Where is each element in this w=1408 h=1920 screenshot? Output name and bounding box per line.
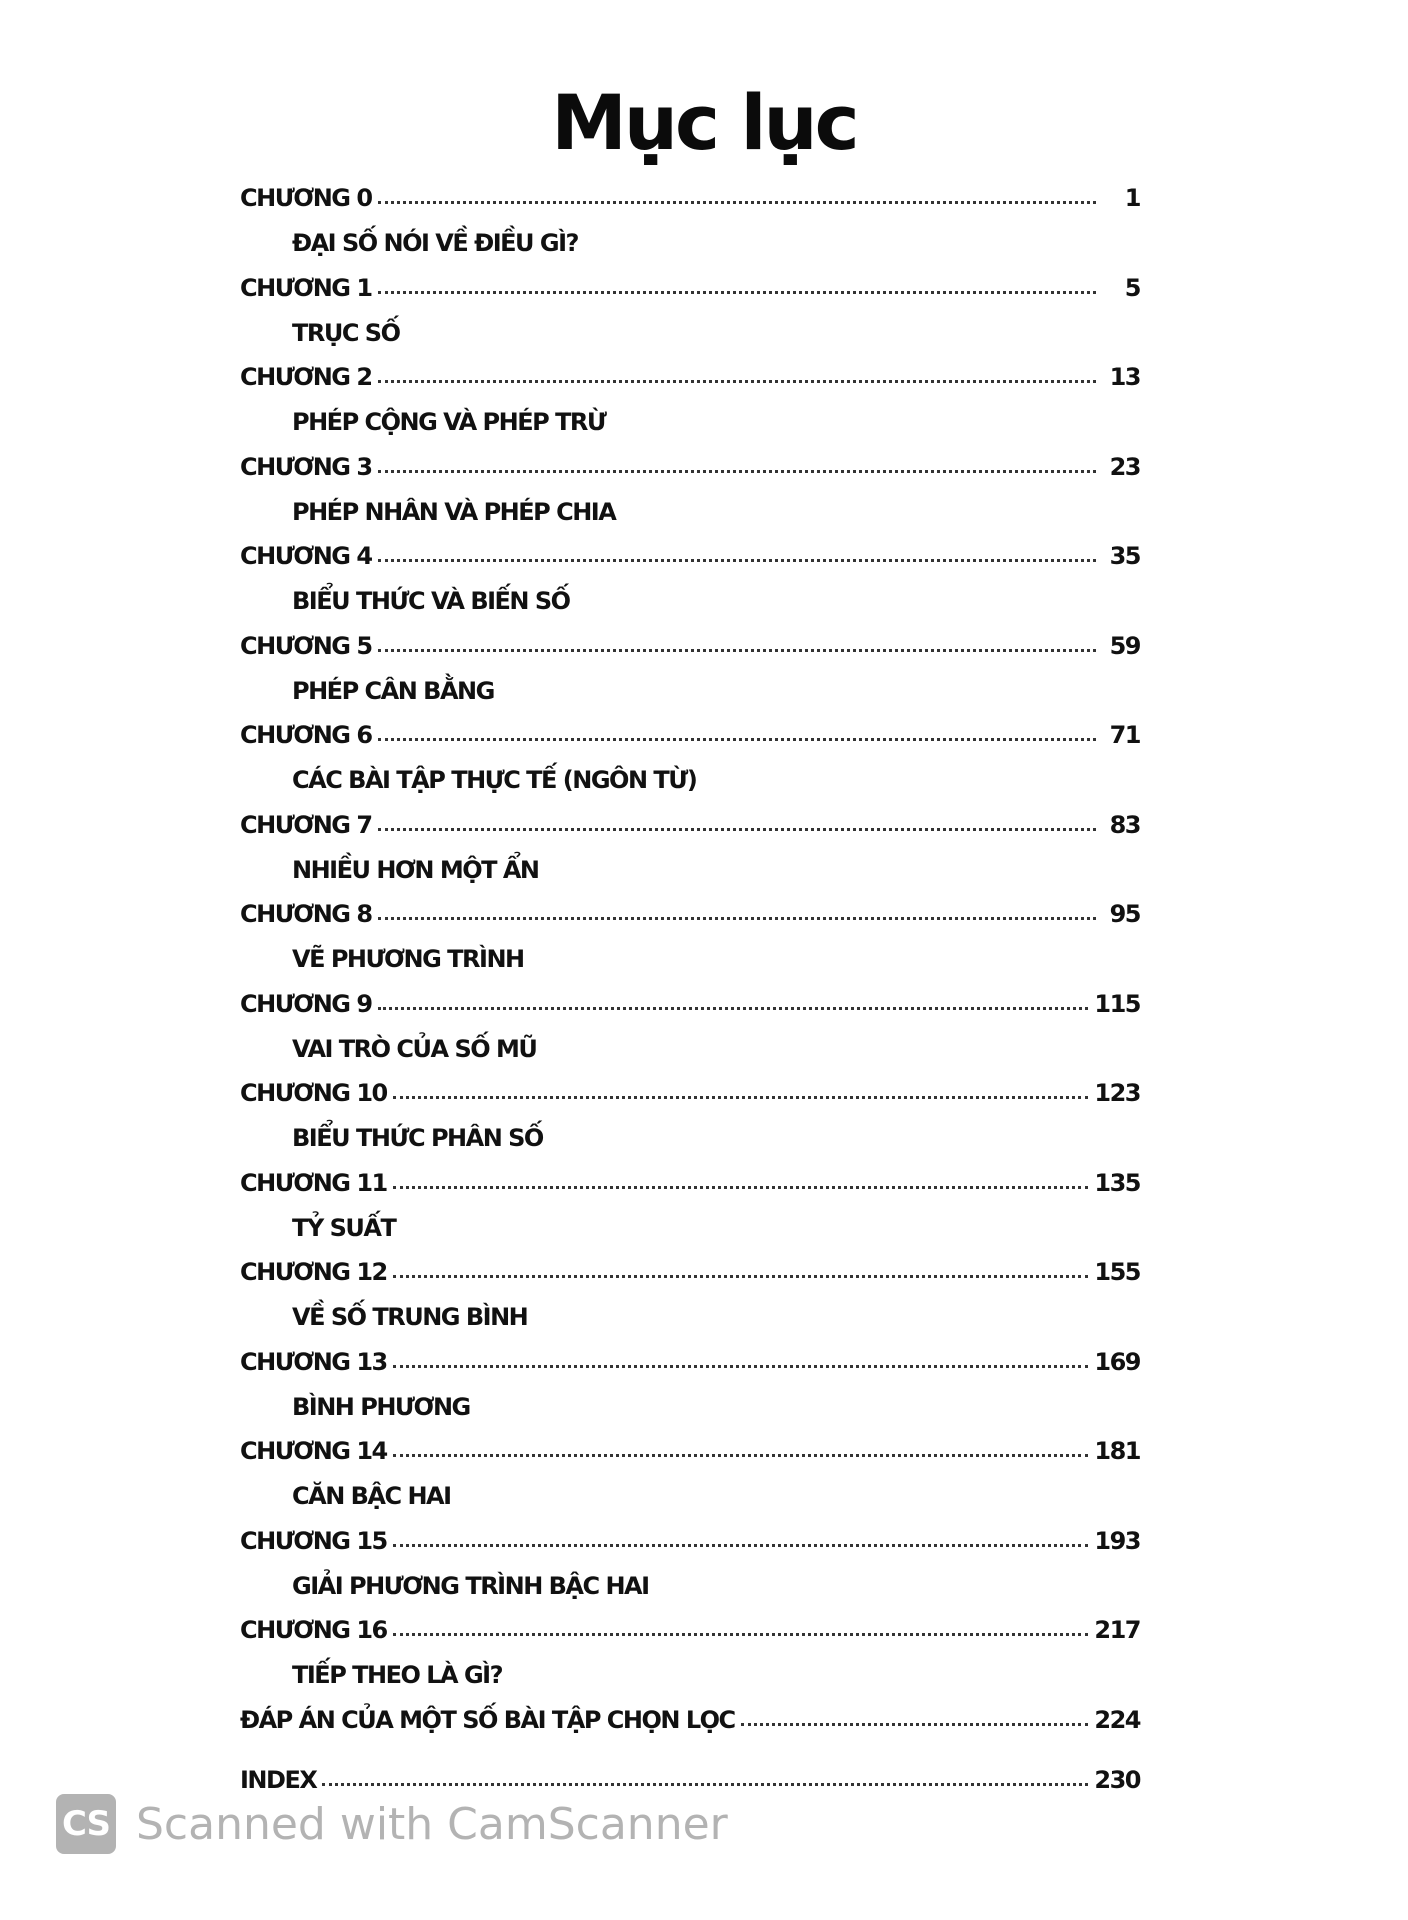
toc-entry <box>240 363 1140 453</box>
toc-entry-subtitle: PHÉP CỘNG VÀ PHÉP TRỪ <box>292 408 606 436</box>
dot-leader <box>393 1273 1089 1278</box>
toc-entry-line <box>240 1437 1140 1477</box>
dot-leader <box>393 1094 1089 1099</box>
toc-entry-label: CHƯƠNG 14 <box>240 1437 387 1465</box>
toc-entry-subtitle: CÁC BÀI TẬP THỰC TẾ (NGÔN TỪ) <box>292 766 697 794</box>
toc-entry-label: CHƯƠNG 4 <box>240 542 372 570</box>
toc-entry-line <box>240 1079 1140 1119</box>
toc-entry-page-number: 1 <box>1124 184 1140 212</box>
toc-entry-page-number: 169 <box>1094 1347 1140 1376</box>
dot-leader <box>393 1542 1089 1547</box>
toc-entry-page-number: 135 <box>1094 1168 1140 1197</box>
toc-entry-subtitle: VẼ PHƯƠNG TRÌNH <box>292 945 524 973</box>
dot-leader <box>378 557 1096 562</box>
dot-leader <box>378 736 1096 741</box>
toc-entry-label: CHƯƠNG 6 <box>240 721 372 749</box>
toc-entry <box>240 811 1140 901</box>
toc-entry-label: CHƯƠNG 15 <box>240 1526 387 1555</box>
toc-entry-label: CHƯƠNG 2 <box>240 363 372 391</box>
page-title: Mục lục <box>551 78 857 167</box>
toc-entry-label: CHƯƠNG 9 <box>240 989 372 1018</box>
dot-leader <box>378 826 1096 831</box>
toc-entry-label: CHƯƠNG 11 <box>240 1168 387 1197</box>
toc-entry-page-number: 155 <box>1094 1258 1140 1286</box>
toc-entry-line <box>240 363 1140 403</box>
toc-entry <box>240 1616 1140 1706</box>
toc-entry-page-number: 23 <box>1109 452 1140 481</box>
toc-entry <box>240 1169 1140 1259</box>
toc-entry-label: CHƯƠNG 0 <box>240 184 372 212</box>
toc-entry-line <box>240 1348 1140 1388</box>
dot-leader <box>378 915 1096 920</box>
camscanner-watermark <box>56 1792 728 1856</box>
toc-entry <box>240 1437 1140 1527</box>
dot-leader <box>378 647 1096 652</box>
toc-entry <box>240 990 1140 1080</box>
toc-entry-line <box>240 900 1140 940</box>
watermark-text: Scanned with CamScanner <box>136 1798 728 1850</box>
toc-entry-label: CHƯƠNG 5 <box>240 631 372 660</box>
toc-entry <box>240 1706 1140 1766</box>
toc-entry-subtitle: BIỂU THỨC PHÂN SỐ <box>292 1124 543 1152</box>
dot-leader <box>393 1631 1089 1636</box>
toc-entry-label: CHƯƠNG 1 <box>240 273 372 302</box>
toc-entry-page-number: 115 <box>1094 989 1140 1018</box>
toc-entry-subtitle: CĂN BẬC HAI <box>292 1482 451 1510</box>
toc-entry-line <box>240 184 1140 224</box>
toc-entry <box>240 542 1140 632</box>
toc-entry-subtitle: VỀ SỐ TRUNG BÌNH <box>292 1303 528 1331</box>
toc-entry-page-number: 230 <box>1094 1765 1140 1794</box>
toc-entry-label: CHƯƠNG 8 <box>240 900 372 928</box>
toc-entry-page-number: 83 <box>1109 810 1140 839</box>
toc-entry-subtitle: GIẢI PHƯƠNG TRÌNH BẬC HAI <box>292 1571 649 1600</box>
toc-entry-line <box>240 1616 1140 1656</box>
toc-entry-line <box>240 274 1140 314</box>
toc-entry <box>240 184 1140 274</box>
toc-entry-label: INDEX <box>240 1765 317 1794</box>
toc-entry-subtitle: PHÉP NHÂN VÀ PHÉP CHIA <box>292 497 616 526</box>
toc-entry <box>240 1258 1140 1348</box>
toc-entry-label: CHƯƠNG 10 <box>240 1079 387 1107</box>
toc-entry-subtitle: BIỂU THỨC VÀ BIẾN SỐ <box>292 587 570 615</box>
toc-entry <box>240 274 1140 364</box>
toc-entry-subtitle: TIẾP THEO LÀ GÌ? <box>292 1661 503 1689</box>
toc-entry-label: CHƯƠNG 16 <box>240 1616 387 1644</box>
toc-entry-subtitle: ĐẠI SỐ NÓI VỀ ĐIỀU GÌ? <box>292 229 578 257</box>
toc-entry-page-number: 13 <box>1109 363 1140 391</box>
toc-entry <box>240 721 1140 811</box>
toc-entry-subtitle: TRỤC SỐ <box>292 318 400 347</box>
camscanner-logo-icon: CS <box>56 1794 116 1854</box>
toc-entry-page-number: 193 <box>1094 1526 1140 1555</box>
toc-entry <box>240 632 1140 722</box>
toc-entry-page-number: 181 <box>1094 1437 1140 1465</box>
toc-entry-page-number: 217 <box>1094 1616 1140 1644</box>
toc-entry-line <box>240 1169 1140 1209</box>
toc-entry-line <box>240 1527 1140 1567</box>
toc-entry-page-number: 35 <box>1109 542 1140 570</box>
toc-entry-subtitle: TỶ SUẤT <box>292 1213 396 1242</box>
toc-entry-line <box>240 1258 1140 1298</box>
toc-entry-line <box>240 721 1140 761</box>
toc-entry-line <box>240 632 1140 672</box>
toc-entry-page-number: 224 <box>1094 1705 1140 1734</box>
toc-entry-page-number: 95 <box>1109 900 1140 928</box>
dot-leader <box>741 1721 1089 1726</box>
toc-entry-line <box>240 453 1140 493</box>
dot-leader <box>393 1184 1089 1189</box>
toc-entry-label: CHƯƠNG 12 <box>240 1258 387 1286</box>
toc-entry-line <box>240 811 1140 851</box>
toc-entry-line <box>240 542 1140 582</box>
toc-entry-page-number: 71 <box>1109 721 1140 749</box>
table-of-contents <box>240 184 1140 1826</box>
toc-entry <box>240 900 1140 990</box>
toc-entry <box>240 453 1140 543</box>
toc-entry-line <box>240 990 1140 1030</box>
toc-entry <box>240 1348 1140 1438</box>
toc-entry-page-number: 5 <box>1124 273 1140 302</box>
toc-entry-subtitle: VAI TRÒ CỦA SỐ MŨ <box>292 1034 537 1063</box>
toc-entry <box>240 1527 1140 1617</box>
dot-leader <box>378 468 1096 473</box>
toc-entry-page-number: 59 <box>1109 631 1140 660</box>
toc-entry-line <box>240 1706 1140 1746</box>
dot-leader <box>393 1363 1089 1368</box>
toc-entry-subtitle: PHÉP CÂN BẰNG <box>292 676 494 705</box>
dot-leader <box>378 289 1096 294</box>
dot-leader <box>378 378 1096 383</box>
toc-entry <box>240 1079 1140 1169</box>
toc-entry-label: CHƯƠNG 13 <box>240 1347 387 1376</box>
dot-leader <box>378 199 1096 204</box>
toc-entry-label: ĐÁP ÁN CỦA MỘT SỐ BÀI TẬP CHỌN LỌC <box>240 1705 735 1734</box>
toc-entry-label: CHƯƠNG 3 <box>240 452 372 481</box>
dot-leader <box>378 1005 1089 1010</box>
toc-entry-subtitle: BÌNH PHƯƠNG <box>292 1392 470 1421</box>
dot-leader <box>393 1452 1089 1457</box>
toc-entry-subtitle: NHIỀU HƠN MỘT ẨN <box>292 855 539 884</box>
toc-entry-label: CHƯƠNG 7 <box>240 810 372 839</box>
toc-entry-page-number: 123 <box>1094 1079 1140 1107</box>
dot-leader <box>322 1781 1088 1786</box>
